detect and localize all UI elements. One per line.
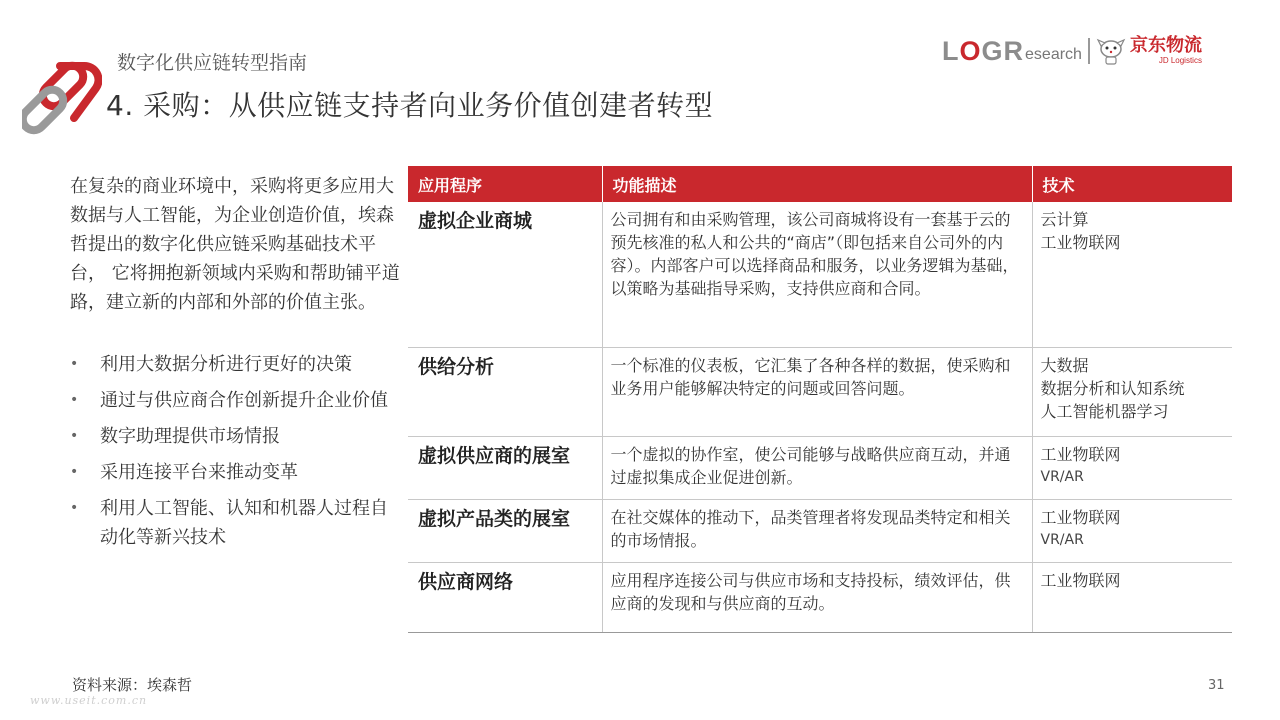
source-note: 资料来源：埃森哲 [72, 676, 193, 694]
tech-item: 数据分析和认知系统 [1040, 378, 1185, 398]
tech-item: 工业物联网 [1040, 507, 1121, 527]
table-header-row [408, 166, 1232, 202]
column-header-tech: 技术 [1032, 166, 1232, 202]
tech-item: VR/AR [1040, 531, 1084, 548]
cell-tech [1032, 202, 1232, 347]
logo-divider [1088, 38, 1090, 64]
cell-app: 虚拟产品类的展室 [408, 499, 602, 562]
cell-tech [1032, 436, 1232, 499]
cell-app: 供给分析 [408, 347, 602, 436]
jd-logistics-logo [1130, 36, 1202, 66]
table-row [408, 436, 1232, 499]
tech-item: VR/AR [1040, 468, 1084, 485]
cell-desc: 一个标准的仪表板，它汇集了各种各样的数据，使采购和业务用户能够解决特定的问题或回答问题。 [602, 347, 1032, 436]
applications-table [408, 166, 1232, 633]
logr-research-logo [942, 36, 1082, 67]
table-row [408, 499, 1232, 562]
cell-app: 虚拟企业商城 [408, 202, 602, 347]
bullet-item: • 数字助理提供市场情报 [70, 422, 400, 451]
cell-desc: 一个虚拟的协作室，使公司能够与战略供应商互动，并通过虚拟集成企业促进创新。 [602, 436, 1032, 499]
logo-letter: G [981, 35, 1004, 66]
brand-logos [942, 34, 1202, 68]
table-row [408, 202, 1232, 347]
column-header-app: 应用程序 [408, 166, 602, 202]
section-subtitle: 数字化供应链转型指南 [117, 52, 308, 74]
cell-tech [1032, 499, 1232, 562]
tech-item: 云计算 [1040, 210, 1089, 229]
bullet-list [70, 350, 400, 559]
cell-desc: 应用程序连接公司与供应市场和支持投标，绩效评估，供应商的发现和与供应商的互动。 [602, 562, 1032, 632]
jd-dog-icon [1096, 36, 1126, 66]
table-row [408, 562, 1232, 632]
cell-app: 供应商网络 [408, 562, 602, 632]
logo-letter: R [1003, 35, 1025, 66]
cell-desc: 公司拥有和由采购管理，该公司商城将设有一套基于云的预先核准的私人和公共的“商店”（即包括来自公司外的内容）。内部客户可以选择商品和服务，以业务逻辑为基础，以策略为基础指导采购，支持供应商和合同。 [602, 202, 1032, 347]
logo-letter: L [942, 35, 960, 66]
page-title: 4. 采购：从供应链支持者向业务价值创建者转型 [106, 89, 714, 122]
jd-logo-en: JD Logistics [1158, 56, 1202, 65]
table-row [408, 347, 1232, 436]
bullet-item: • 采用连接平台来推动变革 [70, 458, 400, 487]
cell-desc: 在社交媒体的推动下，品类管理者将发现品类特定和相关的市场情报。 [602, 499, 1032, 562]
chain-link-icon [22, 58, 102, 138]
bullet-item: • 利用人工智能、认知和机器人过程自动化等新兴技术 [70, 494, 400, 552]
logo-letter: O [959, 35, 982, 66]
tech-item: 工业物联网 [1040, 444, 1121, 464]
page-number: 31 [1208, 678, 1225, 693]
tech-item: 工业物联网 [1040, 570, 1121, 590]
tech-item: 大数据 [1040, 355, 1089, 375]
column-header-desc: 功能描述 [602, 166, 1032, 202]
tech-item: 工业物联网 [1040, 233, 1121, 252]
jd-logo-cn: 京东物流 [1129, 35, 1202, 56]
tech-item: 人工智能机器学习 [1040, 401, 1169, 421]
watermark: www.useit.com.cn [30, 694, 148, 707]
cell-app: 虚拟供应商的展室 [408, 436, 602, 499]
logo-research-text: esearch [1025, 46, 1082, 63]
cell-tech [1032, 562, 1232, 632]
cell-tech [1032, 347, 1232, 436]
bullet-item: • 通过与供应商合作创新提升企业价值 [70, 386, 400, 415]
intro-paragraph: 在复杂的商业环境中，采购将更多应用大数据与人工智能，为企业创造价值，埃森哲提出的数字化供应链采购基础技术平台， 它将拥抱新领域内采购和帮助铺平道路，建立新的内部和外部的价值主张。 [70, 176, 400, 313]
bullet-item: • 利用大数据分析进行更好的决策 [70, 350, 400, 379]
